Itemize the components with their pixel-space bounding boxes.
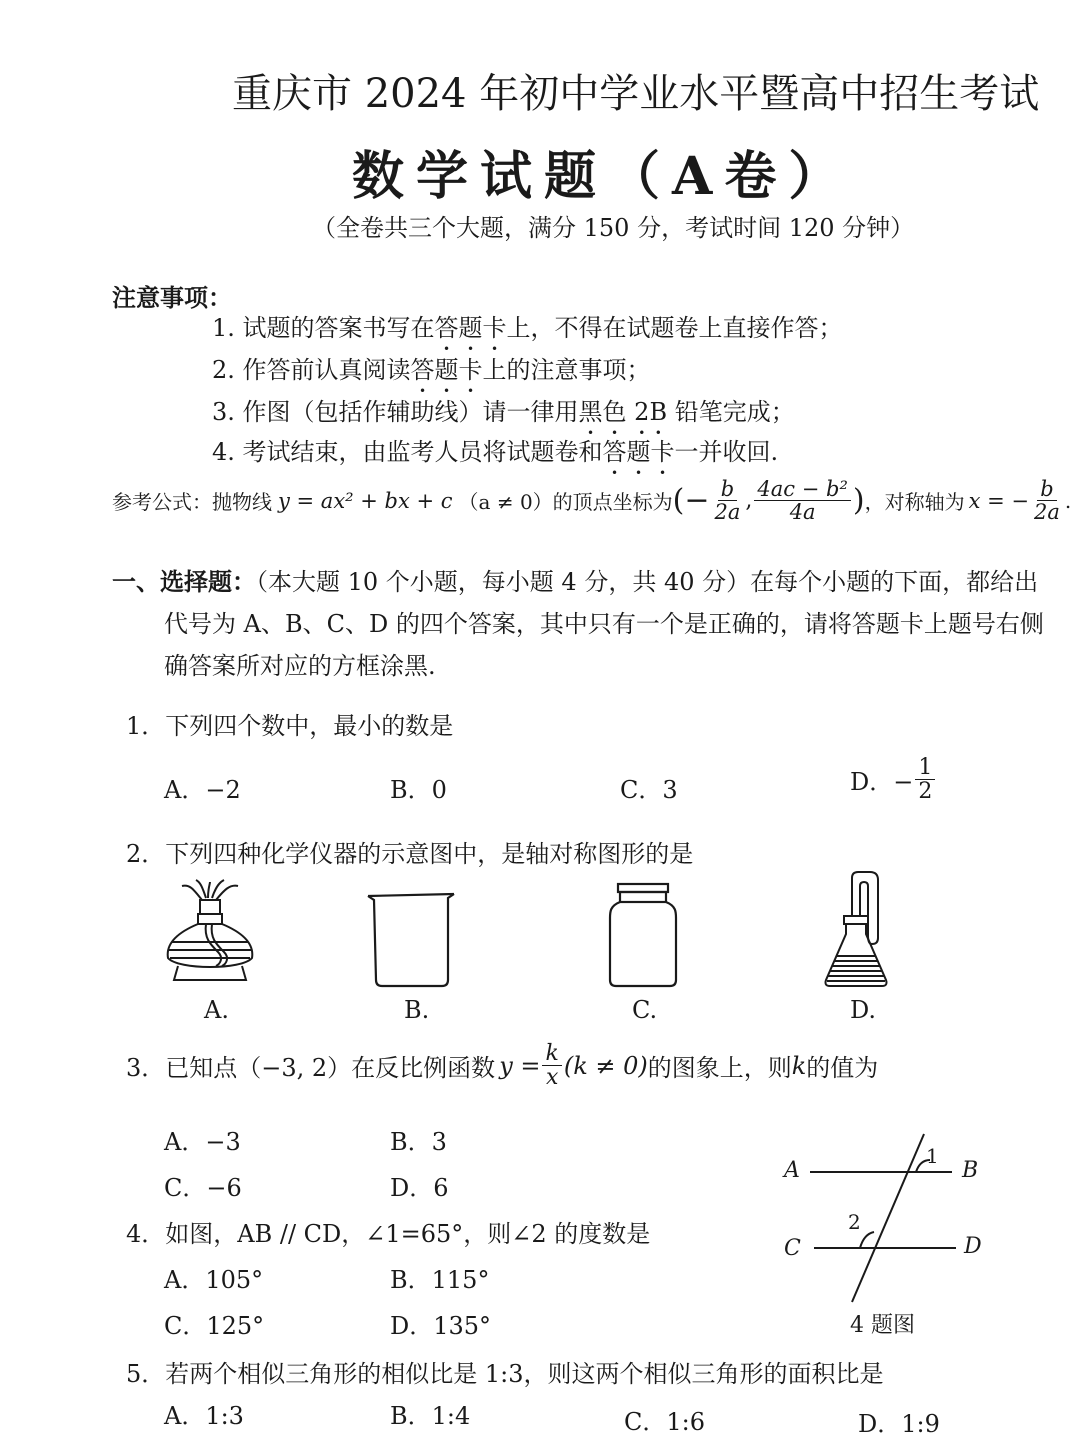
q4-option-a: A．105° <box>164 1266 264 1294</box>
axis-lhs: x = − <box>968 488 1029 513</box>
q3-stem-pre: 3．已知点（−3, 2）在反比例函数 <box>126 1054 496 1083</box>
q4-option-c: C．125° <box>164 1312 265 1340</box>
notice-text: 铅笔完成； <box>667 398 795 426</box>
q3-option-c: C．−6 <box>164 1174 242 1202</box>
notice-num: 2. <box>212 356 235 384</box>
alcohol-lamp-figure <box>160 880 260 990</box>
q2-label-c: C. <box>632 996 658 1024</box>
section1-line1 <box>112 562 1038 597</box>
q4-option-d: D．135° <box>390 1312 492 1340</box>
q1-option-a: A．−2 <box>164 776 241 804</box>
q3-option-b: B．3 <box>390 1128 447 1156</box>
paren-close: ) <box>852 483 865 519</box>
q4-figure-caption: 4 题图 <box>850 1313 915 1338</box>
q3-stem-end: 的值为 <box>806 1054 879 1083</box>
q3-func-lhs: y = <box>499 1051 541 1080</box>
q3-stem <box>126 1042 878 1089</box>
section1-instruction: （本大题 10 个小题，每小题 4 分，共 40 分）在每个小题的下面，都给出 <box>256 568 1039 596</box>
q1-d-den: 2 <box>918 779 933 805</box>
notice-text: 一并收回. <box>674 438 779 466</box>
q4-stem: 4．如图，AB // CD，∠1=65°，则∠2 的度数是 <box>126 1220 651 1248</box>
formula-condition: （a ≠ 0） <box>458 490 553 515</box>
q3-option-d: D．6 <box>390 1174 449 1202</box>
notice-text: 试题的答案书写在 <box>242 314 435 342</box>
fig-label-b: B <box>962 1158 979 1183</box>
notice-heading: 注意事项： <box>112 283 232 312</box>
emphasis-text: 黑色 2B <box>578 398 668 426</box>
section1-line2: 代号为 A、B、C、D 的四个答案，其中只有一个是正确的，请将答题卡上题号右侧 <box>164 610 1044 638</box>
q3-fraction <box>542 1042 561 1089</box>
q3-condition: (k ≠ 0) <box>563 1051 648 1080</box>
q3-frac-den: x <box>545 1065 559 1091</box>
section1-line3: 确答案所对应的方框涂黑. <box>164 652 436 680</box>
comma: , <box>745 488 753 514</box>
reference-formula <box>112 478 1071 523</box>
notice-text: 作图（包括作辅助线）请一律用 <box>242 398 579 426</box>
fig-label-d: D <box>964 1234 982 1259</box>
formula-lead: 参考公式：抛物线 <box>112 490 272 515</box>
q1-option-d <box>850 756 937 803</box>
q5-option-d: D．1:9 <box>858 1410 940 1438</box>
q3-frac-num: k <box>542 1042 561 1066</box>
q1-option-d-label: D．− <box>850 768 914 797</box>
notice-item-4 <box>212 432 778 480</box>
notice-num: 4. <box>212 438 235 466</box>
q2-stem: 2．下列四种化学仪器的示意图中，是轴对称图形的是 <box>126 840 694 868</box>
reagent-bottle-figure <box>606 882 680 990</box>
q1-option-c: C．3 <box>620 776 678 804</box>
q1-d-num: 1 <box>915 756 935 780</box>
vertex-y-den: 4a <box>789 500 816 525</box>
axis-fraction <box>1031 478 1063 523</box>
flask-u-tube-figure <box>822 872 894 990</box>
q2-label-d: D. <box>850 996 877 1024</box>
section1-heading: 一、选择题： <box>112 567 256 596</box>
q5-option-a: A．1:3 <box>164 1402 244 1430</box>
subtitle: （全卷共三个大题，满分 150 分，考试时间 120 分钟） <box>312 214 915 242</box>
vertex-x-num: b <box>718 478 737 501</box>
q3-option-a: A．−3 <box>164 1128 241 1156</box>
q5-option-c: C．1:6 <box>624 1408 705 1436</box>
axis-num: b <box>1037 478 1056 501</box>
formula-axis-text: ，对称轴为 <box>864 490 965 515</box>
fig-label-angle-1: 1 <box>926 1144 939 1168</box>
q1-option-b: B．0 <box>390 776 447 804</box>
subject-title: 数学试题（A卷） <box>352 146 853 207</box>
fig-label-a: A <box>784 1158 800 1183</box>
vertex-x-den: 2a <box>714 500 741 525</box>
q2-label-a: A. <box>204 996 229 1024</box>
angle-2-arc <box>860 1232 874 1248</box>
q3-var: k <box>791 1051 807 1080</box>
notice-text: 作答前认真阅读 <box>242 356 411 384</box>
formula-vertex-text: 的顶点坐标为 <box>552 490 673 515</box>
vertex-x-fraction <box>712 478 744 523</box>
notice-item-2 <box>212 350 651 398</box>
beaker-figure <box>366 890 458 990</box>
notice-num: 3. <box>212 398 235 426</box>
notice-text: 考试结束，由监考人员将试题卷和 <box>242 438 603 466</box>
fig-label-angle-2: 2 <box>848 1210 861 1234</box>
emphasis-text: 答题卡 <box>602 438 675 466</box>
q5-option-b: B．1:4 <box>390 1402 471 1430</box>
q3-stem-post: 的图象上，则 <box>647 1054 792 1083</box>
exam-title: 重庆市 2024 年初中学业水平暨高中招生考试 <box>232 71 1040 117</box>
period: . <box>1064 488 1072 513</box>
notice-num: 1. <box>212 314 235 342</box>
vertex-y-fraction <box>754 478 850 523</box>
vertex-y-num: 4ac − b² <box>754 478 850 501</box>
formula-equation: y = ax² + bx + c <box>278 488 453 513</box>
notice-text: 上的注意事项； <box>482 356 651 384</box>
transversal <box>852 1134 924 1302</box>
axis-den: 2a <box>1033 500 1060 525</box>
q5-stem: 5．若两个相似三角形的相似比是 1:3，则这两个相似三角形的面积比是 <box>126 1360 884 1388</box>
emphasis-text: 答题卡 <box>434 314 507 342</box>
notice-text: 上，不得在试题卷上直接作答； <box>506 314 843 342</box>
q4-parallel-lines-figure <box>780 1130 980 1310</box>
q1-stem: 1．下列四个数中，最小的数是 <box>126 712 454 740</box>
q4-option-b: B．115° <box>390 1266 490 1294</box>
notice-item-1 <box>212 308 843 356</box>
q2-label-b: B. <box>404 996 430 1024</box>
fig-label-c: C <box>784 1236 801 1261</box>
q1-d-fraction <box>915 756 935 803</box>
paren-open: (− <box>672 483 710 519</box>
emphasis-text: 答题卡 <box>410 356 483 384</box>
